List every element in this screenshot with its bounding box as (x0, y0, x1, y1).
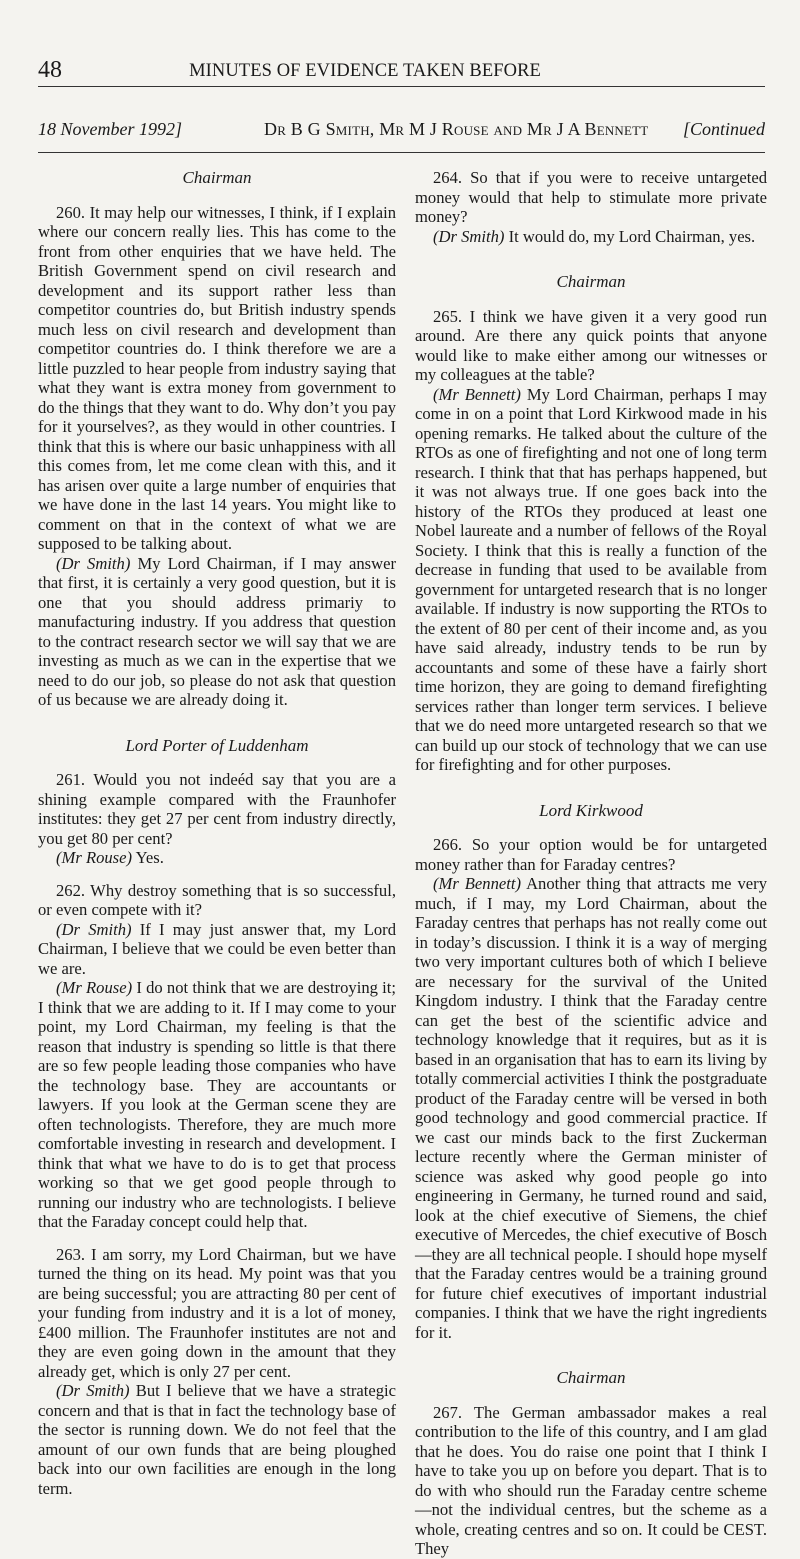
right-column (415, 168, 767, 1559)
witness-attribution: (Mr Rouse) (56, 978, 133, 997)
continued-label: [Continued (682, 119, 765, 139)
paragraph-text: It would do, my Lord Chairman, yes. (504, 226, 756, 246)
witness-attribution: (Mr Rouse) (56, 848, 133, 867)
witness-names: Dr B G Smith, Mr M J Rouse and Mr J A Bennett (264, 119, 649, 139)
question-number: 260. (56, 202, 86, 222)
paragraph-text: I am sorry, my Lord Chairman, but we have turned the thing on its head. My point was that you are being successful; you are attracting 80 per cent of your funding from industry and it is a lot of money, £400 million. The Fraunhofer institutes are not and they are even going down in the amount that they already get, which is only 27 per cent. (38, 1244, 396, 1381)
answer-paragraph (38, 848, 396, 868)
witness-bar (38, 118, 765, 140)
paragraph-text: I do not think that we are destroying it; I think that we are adding to it. If I may come to your point, my Lord Chairman, my feeling is that the reason that industry is spending so little is that there are so few people leading those companies who have the technology base. They are accountants or lawyers. If you look at the German scene they are often technologists. Therefore, they are much more comfortable investing in research and development. I think that what we have to do is to get that process working so that we get good people through to running our industry who are technologists. I believe that the Faraday concept could help that. (38, 978, 396, 1231)
speaker-heading: Lord Porter of Luddenham (125, 735, 309, 755)
question-number: 263. (56, 1244, 86, 1264)
session-date: 18 November 1992] (38, 119, 182, 139)
question-paragraph (38, 770, 396, 848)
paragraph-text: My Lord Chairman, if I may answer that first, it is certainly a very good question, but it is one that you should address primariy to manufacturing industry. If you address that question to the contract research sector we will say that we are investing as much as we can in the expertise that we need to do our job, so please do not ask that question of us because we are already doing it. (38, 553, 396, 709)
paragraph-text: Another thing that attracts me very much, if I may, my Lord Chairman, about the Faraday centres that perhaps has not really come out in today’s discussion. I think it is a way of merging two very important cultures both of which I believe are necessary for the survival of the United Kingdom industry. I think that the Faraday centre can get the best of the scientific advice and technology knowledge that it requires, but as it is based in an organisation that has to earn its living by totally commercial activities I think the postgraduate product of the Faraday centre will be versed in both good technology and good commercial practice. If we cast our minds back to the first Zuckerman lecture recently where the German minister of science was asked why good people go into engineering in Germany, he turned round and said, look at the chief executive of Siemens, the chief executive of Mercedes, the chief executive of Bosch—they are all technical people. I should hope myself that the Faraday centres would be a training ground for future chief executives of important industrial companies. I think that we have the right ingredients for it. (415, 874, 767, 1342)
speaker-heading: Chairman (182, 168, 252, 187)
speaker-heading: Chairman (556, 272, 626, 291)
answer-paragraph (415, 227, 767, 247)
question-paragraph (38, 1245, 396, 1382)
paragraph-text: But I believe that we have a strategic concern and that is that in fact the technology base of the sector is running down. We do not feel that the amount of our own funds that are being ploughed back into our own facilities are enough in the long term. (38, 1381, 396, 1498)
paragraph-text: Would you not indeéd say that you are a shining example compared with the Fraunhofer institutes: they get 27 per cent from industry directly, you get 80 per cent? (38, 770, 396, 848)
running-title: MINUTES OF EVIDENCE TAKEN BEFORE (189, 61, 541, 81)
witness-attribution: (Dr Smith) (56, 1381, 130, 1400)
answer-paragraph (38, 920, 396, 979)
question-number: 265. (433, 306, 463, 326)
paragraph-text: If I may just answer that, my Lord Chairman, I believe that we could be even better than we are. (38, 919, 396, 978)
paragraph-text: It may help our witnesses, I think, if I explain where our concern really lies. This has come to the front from other enquiries that we have held. The British Government spend on civil research and development and its support rather less than competitor countries do, but British industry spends much less on civil research and development than competitor countries do. I think therefore we are a little puzzled to hear people from industry saying that what they want is extra money from government to do the things that they want to do. Why don’t you pay for it yourselves?, as they would in other countries. I think that this is where our basic unhappiness with all this comes from, let me come clean with this, and it has arisen over quite a large number of enquiries that we have done in the last 14 years. You might like to comment on that in the context of what we are supposed to be talking about. (38, 202, 396, 553)
speaker-heading: Chairman (556, 1368, 626, 1387)
question-paragraph (38, 203, 396, 554)
witness-attribution: (Dr Smith) (56, 919, 132, 939)
witness-attribution: (Dr Smith) (56, 553, 131, 573)
question-paragraph (415, 168, 767, 227)
question-paragraph (415, 1403, 767, 1559)
question-number: 261. (56, 770, 86, 789)
paragraph-text: So your option would be for untargeted money rather than for Faraday centres? (415, 835, 767, 874)
answer-paragraph (38, 554, 396, 710)
question-number: 266. (433, 835, 463, 854)
question-number: 262. (56, 880, 86, 900)
page-number: 48 (38, 57, 62, 83)
paragraph-text: I think we have given it a very good run around. Are there any quick points that anyone would like to make either among our witnesses or my colleagues at the table? (415, 306, 767, 384)
paragraph-text: Yes. (132, 848, 164, 867)
answer-paragraph (38, 978, 396, 1232)
question-number: 267. (433, 1402, 463, 1422)
witness-attribution: (Mr Bennett) (433, 384, 521, 404)
witness-attribution: (Dr Smith) (433, 226, 505, 246)
paragraph-text: My Lord Chairman, perhaps I may come in on a point that Lord Kirkwood made in his opening remarks. He talked about the culture of the RTOs as one of firefighting and not one of long term research. I think that that has perhaps happened, but it was not always true. If one goes back into the history of the RTOs they produced at least one Nobel laureate and a number of fellows of the Royal Society. I think that this is really a function of the decrease in funding that used to be available from government for untargeted research that is no longer available. If industry is now supporting the RTOs to the extent of 80 per cent of their income and, as you have said already, industry tends to be run by accountants and some of these have a fairly short time horizon, they are going to demand firefighting services rather than longer term services. I believe that we do need more untargeted research so that we can build up our stock of technology that we can use for firefighting and for other purposes. (415, 384, 767, 774)
page-header (38, 58, 765, 82)
answer-paragraph (415, 874, 767, 1342)
answer-paragraph (38, 1381, 396, 1498)
paragraph-text: Why destroy something that is so successful, or even compete with it? (38, 880, 396, 919)
witness-attribution: (Mr Bennett) (433, 874, 521, 893)
header-rule (38, 86, 765, 87)
question-paragraph (415, 835, 767, 874)
question-number: 264. (433, 168, 463, 187)
question-paragraph (38, 881, 396, 920)
answer-paragraph (415, 385, 767, 775)
speaker-heading: Lord Kirkwood (539, 800, 643, 820)
question-paragraph (415, 307, 767, 385)
paragraph-text: The German ambassador makes a real contribution to the life of this country, and I am glad that he does. You do raise one point that I think I have to take you up on before you depart. That is to do with who should run the Faraday centre scheme—not the individual centres, but the scheme as a whole, creating centres and so on. It could be CEST. They (415, 1402, 767, 1558)
witness-bar-rule (38, 152, 765, 153)
paragraph-text: So that if you were to receive untargeted money would that help to stimulate more private money? (415, 168, 767, 226)
left-column (38, 168, 396, 1498)
